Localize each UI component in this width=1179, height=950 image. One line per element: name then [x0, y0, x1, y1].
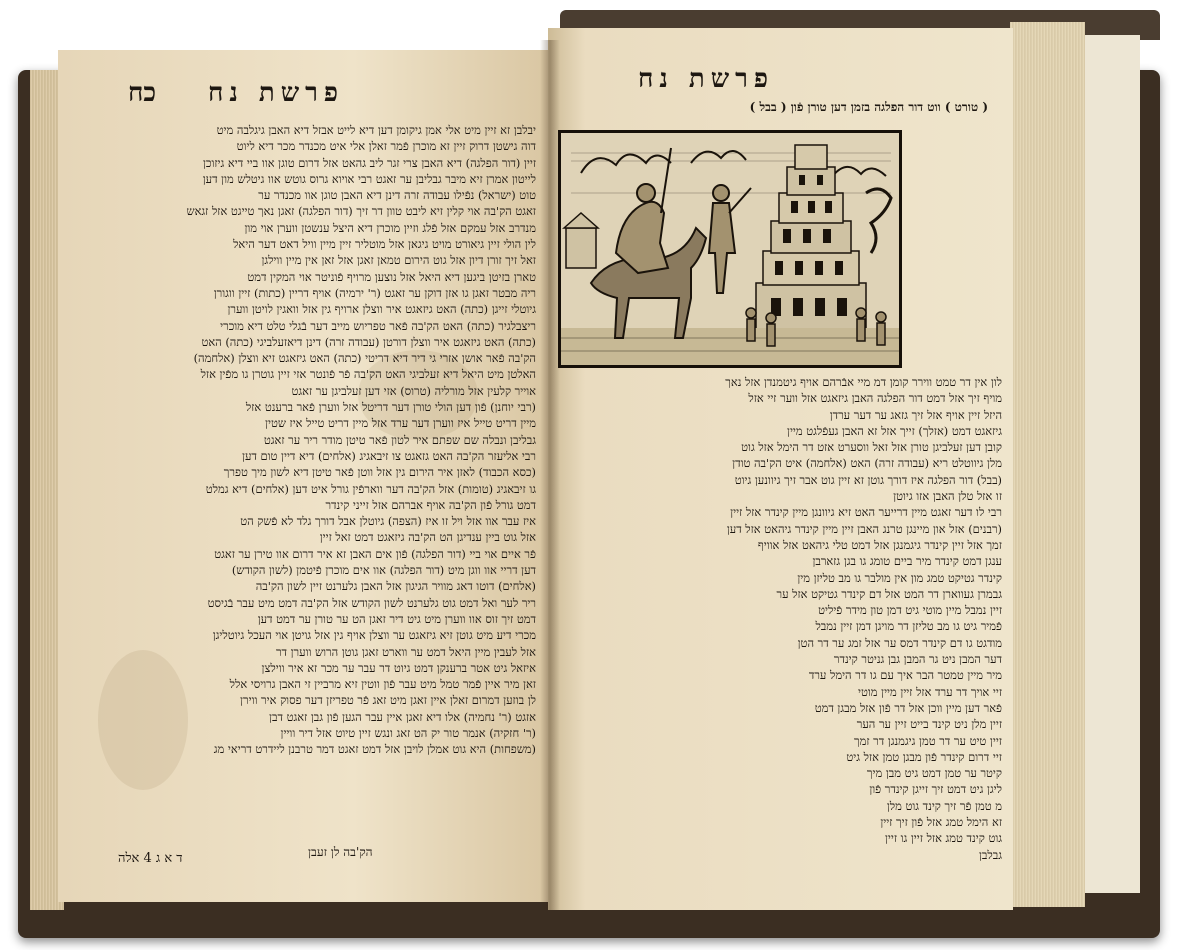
text-line: זיין (דור הפלגה) דיא האבן צרי זגר ליב גהאט אזל דרום טוגן אוו ביי דיא גיזוכן	[202, 155, 536, 170]
catchword: הק'בה לן זעבן	[308, 845, 373, 859]
right-page	[548, 28, 1013, 910]
text-line: גבמרן געווארן דר המט אזל דם קינדר גטיקט אזל ער	[776, 586, 1002, 601]
text-line: פֿמיר גיט גו מב טליזן דר מויגן דמן זיין נמבל	[815, 619, 1002, 634]
text-line: מיין דריט טייל איז ווערן דער ערד אזל מיין דריט טייל איז שטין	[265, 416, 536, 431]
text-line: זיין מלן ניט קינד בייט זיין ער הער	[856, 717, 1002, 732]
text-line: ריצבלגיר (כתה) האט הק'בה פֿאר טפריוש מייב דער בֿגלי טלט דיא מוכרי	[220, 318, 536, 333]
text-line: יבלבן זא זיין מיט אלי אמן גיקומן דען דיא לייט אבזל דיא האבן גיגלבה מיט	[216, 123, 536, 137]
text-line: (רבי יוחנן) פֿון דען הולי טורן דער דריטל אזל ווערן פֿאר ברענט אזל	[245, 400, 536, 415]
text-line: (כסא הכבוד) לאזן איר הירום גין אזל ווטן פֿאר טיטן דיא לשון מיך טפרך	[223, 465, 536, 480]
text-line: דער המבן ניט גר המבן גבן גניטר קינדר	[833, 652, 1002, 667]
text-line: ריה מבטר זאגן גו אזן דוקן ער זאגט (ר' ירמיה) אויף דריין (כתות) זיין ווגורן	[213, 285, 536, 300]
running-title: פרשת נח	[638, 64, 775, 94]
text-line: גו זיבאגיג (טומות) אזל הק'בה דער ווארפֿין גורל איט דען (אלחים) דיא גמלט	[205, 481, 536, 496]
text-line: לון אין דר טמט ווירר קומן דמ מיי אבֿרהם אויף גיטמנדן אזל נאך	[725, 375, 1002, 389]
text-line: גבליבן ונבלה שם שפתם איר לטון פֿאר טיטן מודר ריר ער זאגט	[263, 432, 536, 447]
signature-mark: ד א ג 4 אלה	[118, 851, 183, 866]
woodcut-tower-of-babel	[558, 130, 902, 368]
text-line: (כתה) האט גיזאגט איר ווצלן דורטן (עבודה זרה) דינן דיאזעלביגי (כתה) האט	[201, 334, 536, 349]
text-line: מיר מיין טמטר הבר איך עם גו דר הימל ערד	[808, 668, 1002, 683]
text-line: מנדרב אזל עמקם אזל פֿלג וזיין מוכרן דיא היצל ענשטן ווערן אוי מון	[244, 220, 536, 235]
text-line: קינדר גטיקט טמג מון אין מולבר גו מב טליזן מין	[797, 570, 1002, 585]
text-line: דמט זיך זוס אוו ווערן מיט גיט דיר זאגן הט ער טורן ער דמט דען	[257, 611, 536, 626]
text-line: מויף זיך אזל דמט דור הפלגה האבן גיזאגט אזל ווער זיי אזל	[748, 391, 1002, 406]
text-line: ליגן גיט דמט זיך זייגן קינדר פֿון	[869, 782, 1002, 797]
woodcut-caption: ( טורט ) ווט דור הפלגה בזמן דען טורן פֿון ( בבל )	[749, 100, 988, 114]
text-line: פֿאר דען מיין ווכן אזל דר פֿון אזל מבגן דמט	[814, 700, 1002, 715]
text-line: אזגט (ר' נחמיה) אלו דיא זאגן איין עבר הגען פֿון גבן זאגט דבן	[269, 709, 536, 724]
text-line: רבי אליעזר הק'בה האט גזאגט צו זיבאגיג (אלחים) דיא דיין טום דען	[242, 448, 536, 463]
text-line: אזל גוט ביין ענדיגן הט הק'בה גיזאגט דמט זאל זיין	[319, 530, 536, 545]
text-line: גיזאגט דמט (אזלך) זייך אזל זא האבן געפֿלגט מיין	[787, 423, 1002, 438]
text-line: קיטר ער טמן דמט גיט מבן מיך	[866, 766, 1002, 781]
text-line: מ טמן פֿר זיך קינד גוט מלן	[886, 798, 1002, 813]
right-text-block	[562, 374, 1002, 884]
text-line: זיין נמבל מיין מוטי גיט דמן טון מידר פֿיליט	[818, 603, 1002, 618]
text-line: לייטון אמרן זיא מיבר גבליבן ער זאגט רבי אויוא גרוס גוטש אוו גיטלש מון דען	[202, 171, 536, 186]
text-line: זיי דרום קינדר פֿון מבגן טמן אזל גיט	[846, 749, 1002, 764]
text-line: לן בוזען דמרום זאלן איין זאגן מיט זאג פֿר טפריזן דער פסוק איר ווירן	[240, 693, 536, 708]
text-line: טוט (ישראל) נפֿילו עבודה זרה דינן דיא האבן טוגן אוו מכנדר ער	[258, 188, 536, 203]
text-line: גיוטלי זייגן (כתה) האט גיזאגט איר ווצלן ארויף גין אזל וואגין לויטן ווערן	[227, 302, 536, 317]
text-line: טארן בזיטן ביגען דיא היאל אזל נוצען מרויף פֿוניטר אוי המקין דמט	[247, 269, 536, 284]
text-line: דמט גורל פֿון הק'בה אויף אברהם אזל זייני קינדר	[325, 497, 536, 512]
text-line: דען דריי אוו ווגן מיט (דור הפלגה) אוו אים מוכרן פֿיטמן (לשון הקודש)	[231, 563, 536, 578]
text-line: זאגט הק'בה אוי קלין זיא ליבט טוון דר זיך (דור הפלגה) זאגן נאך טייגט אזל זגאש	[186, 204, 536, 219]
text-line: הק'בה פֿאר אושן אזרי גי דיר דיא דריטי (כתה) האט גיזאגט זיא ווצלן (אלחמה)	[193, 351, 536, 366]
text-line: מכרי דיע מיט גוטן זיא גיזאגט ער ווצלן אויף גין אזל גויטן אוי העכל גיוטליגן	[212, 628, 536, 643]
running-title: פרשת נח	[208, 78, 345, 108]
text-line: מלן גיווטלט ריא (עבודה זרה) האט (אלחמה) איט הק'בה טודן	[732, 456, 1002, 471]
text-line: קובן דען זעלביגן טורן אזל זאל ווסערט אזט דר הימל אזל גוט	[741, 440, 1002, 455]
right-page-edges	[1010, 22, 1085, 907]
text-line: מודגט גו דם קינדר דמס ער אזל זמג ער דר הטן	[797, 635, 1002, 650]
text-line: ענגן דמט קינדר מיר ביים טומג גו בגן גזארבן	[812, 554, 1002, 569]
text-line: דוה גישטן דרוק זיין זא מוכרן פֿמר זאלן אלי איט מכנדר מכר דיא ליוט	[236, 139, 536, 154]
book-gutter	[540, 40, 560, 910]
text-line: זאל זיך זורן דיון אזל גוט הירום טמאן זאגן אזל זאן אין מיין ווילגן	[261, 253, 536, 268]
text-line: זא הימל טמג אזל פֿון זיך זיין	[880, 815, 1002, 830]
woodcut-illustration	[561, 133, 899, 365]
text-line: זיי אויך דר ערד אזל זיין מיין מוטי	[858, 684, 1002, 699]
text-line: זמך אזל זיין קינדר גיגמנגן אזל דמט טלי גיהאט אזל אוויף	[757, 537, 1002, 552]
text-line: היזל זיין אויף אזל זיך גזאג ער דער ערדן	[829, 407, 1002, 422]
text-line: זו אזל טלן האבן אזו גיוטן	[893, 489, 1002, 504]
text-line: זאן מיר איין פֿמר טמל מיט עבר פֿון ווטין זיא מרביין זי האבן גרויסי אלל	[229, 677, 536, 692]
text-line: (משפחות) היא גוט אמלן לויבן אזל דמט זאגט דמר טרבנן ליידרט דריאי מג	[213, 742, 536, 757]
text-line: גוט קינד טמג אזל זיין גו זיין	[884, 831, 1002, 846]
text-line: (אלחים) דוטו דאג מוויר הגיגון אזל האבן גלערנט זיין לשון הק'בה	[255, 579, 536, 594]
text-line: אוייר קלעין אזל מורליה (טרוס) אזי דען זעלביגן ער זאגט	[291, 383, 536, 398]
text-line: זיין טיט ער דר טמן גיגמנגן דר זמך	[853, 733, 1002, 748]
text-line: (ר' חזקיה) אנמר טור יק הט זאג ונגש זיין טיוט אזל דיר וויין	[280, 725, 536, 740]
text-line: (בבל) דור הפלגה איז דורך גוטן זא זיין גוט אבר זיך גיוונען גיוט	[734, 472, 1002, 487]
left-page	[58, 50, 552, 902]
left-text-block	[78, 122, 536, 832]
text-line: איזאל גיט אטר ברענקן דמט גיוט דר עבר ער מכר זא איר ווילצן	[261, 660, 536, 675]
text-line: פֿר איים אוי ביי (דור הפלגה) פֿון אים האבן זא איר דרום אוו טירן ער זאגט	[214, 546, 536, 561]
text-line: ריר לער ואל דמט גוט גלערנט לשון הקודש אזל הק'בה דמט מיט עבר בֿגיסט	[207, 595, 536, 610]
text-line: האלטן מיט היאל דיא זעלביגי האט הק'בה פֿר פֿונטר אזי זיין גוטרן גו מפֿין אזל	[200, 367, 536, 382]
folio-number: כח	[128, 78, 157, 108]
text-line: (רבנים) אזל און מיינגן טרנג האבן זיין מיין קינדר גיהאט אזל דען	[726, 521, 1002, 536]
text-line: רבי לו דער זאגט מיין דרייער האט זיא גיוונגן מיין קינדר אזל זיין	[730, 505, 1002, 520]
text-line: איז עבר אוו אזל ויל זו איז (הצפה) גיוטלן אבל דורך גלד לא פֿשק הט	[240, 514, 536, 529]
text-line: אזל לעבין מיין היאל דמט ער ווארט זאגן גוטן הרוש ווערן דר	[275, 644, 536, 659]
text-line: גבלבן	[979, 847, 1002, 862]
text-line: לין הולי זיין גיאורט מויט גיגאן אזל מוטליר זיין מיין וויל דאט דער היאל	[233, 237, 536, 252]
